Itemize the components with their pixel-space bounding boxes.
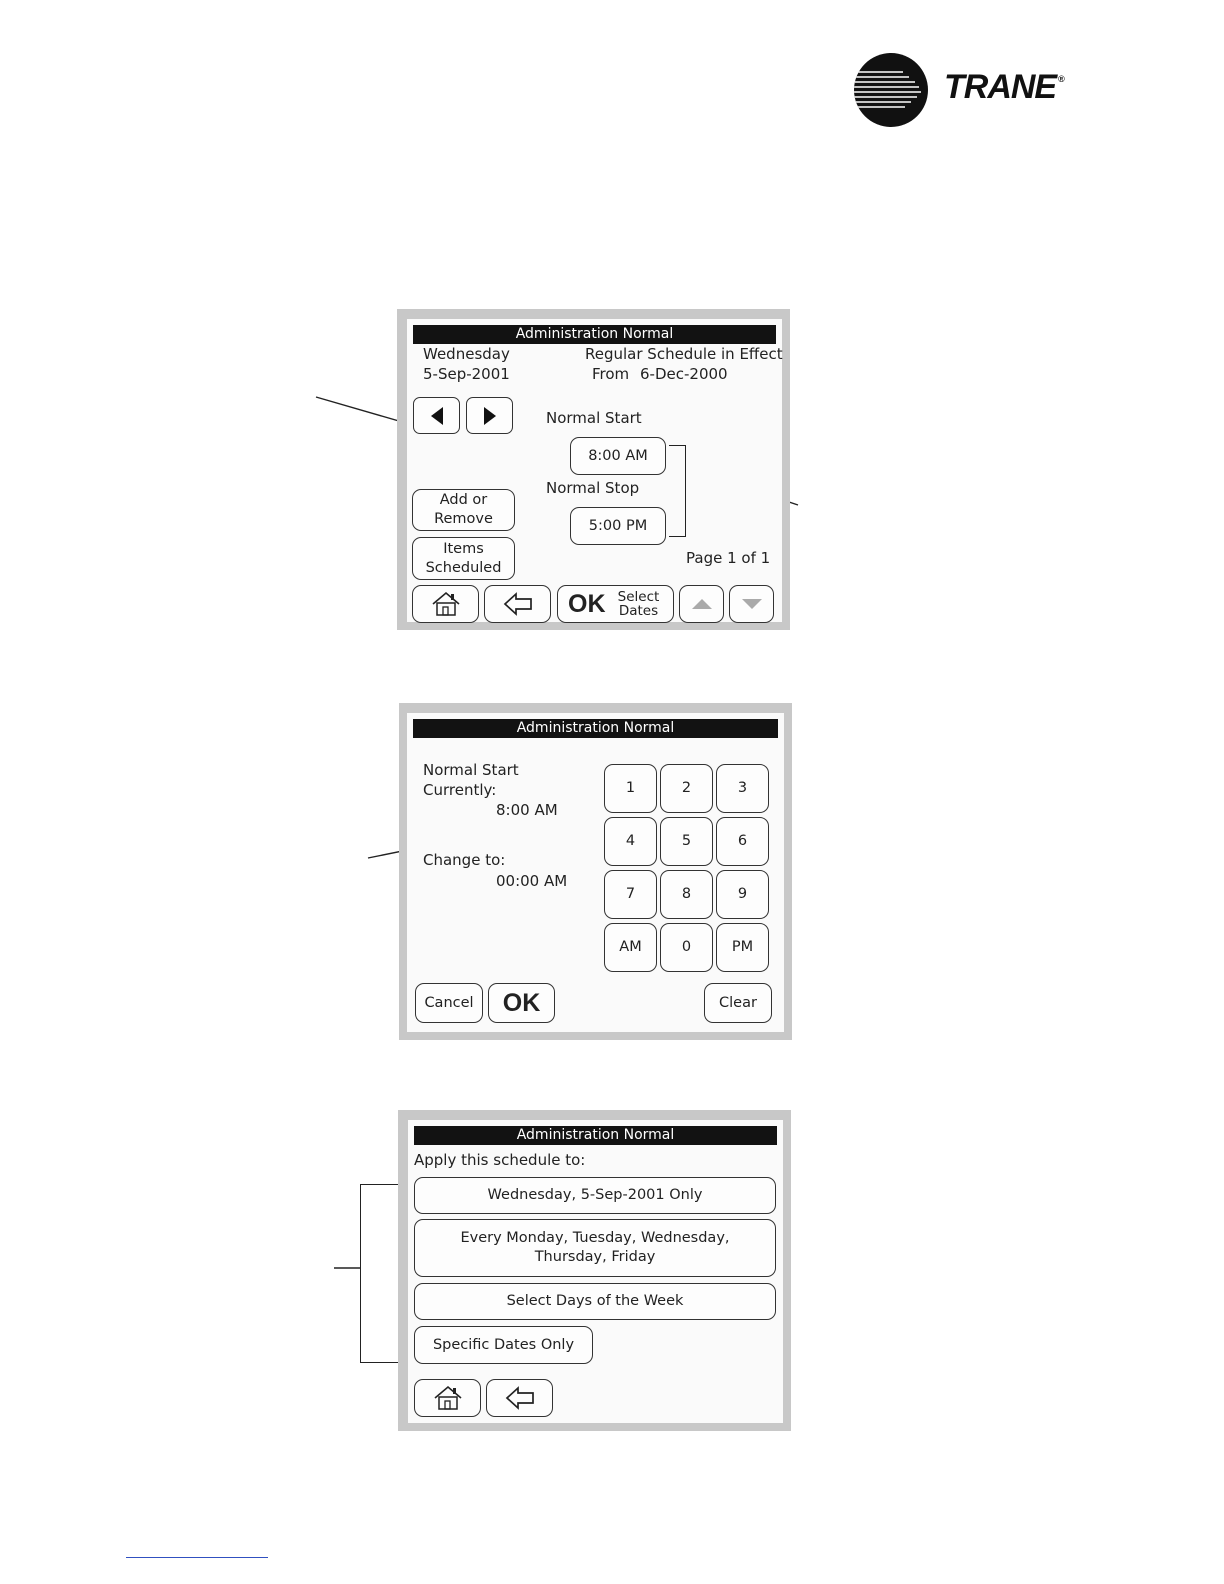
key-3-button[interactable]: 3 <box>716 764 769 813</box>
back-arrow-icon <box>505 1386 535 1410</box>
trane-wordmark: TRANE ® <box>944 68 1064 106</box>
key-5-button[interactable]: 5 <box>660 817 713 866</box>
chevron-down-icon <box>741 598 763 610</box>
key-6-button[interactable]: 6 <box>716 817 769 866</box>
scroll-up-button[interactable] <box>679 585 724 623</box>
back-button[interactable] <box>486 1379 553 1417</box>
key-am-button[interactable]: AM <box>604 923 657 972</box>
ok-button[interactable]: OK <box>488 983 555 1023</box>
current-value: 8:00 AM <box>496 801 558 819</box>
key-2-button[interactable]: 2 <box>660 764 713 813</box>
title-bar: Administration Normal <box>413 719 778 738</box>
option-weekdays[interactable]: Every Monday, Tuesday, Wednesday, Thursday, Friday <box>414 1219 776 1277</box>
field-label: Normal Start <box>423 761 519 779</box>
key-4-button[interactable]: 4 <box>604 817 657 866</box>
key-9-button[interactable]: 9 <box>716 870 769 919</box>
currently-label: Currently: <box>423 781 497 799</box>
option-specific-dates[interactable]: Specific Dates Only <box>414 1326 593 1364</box>
screen-time-entry <box>399 703 792 1040</box>
current-day: Wednesday <box>423 345 510 363</box>
change-to-label: Change to: <box>423 851 506 869</box>
page-indicator: Page 1 of 1 <box>686 549 771 567</box>
key-0-button[interactable]: 0 <box>660 923 713 972</box>
title-bar: Administration Normal <box>414 1126 777 1145</box>
option-select-days[interactable]: Select Days of the Week <box>414 1283 776 1320</box>
cancel-button[interactable]: Cancel <box>415 983 483 1023</box>
screen-apply-schedule <box>398 1110 791 1431</box>
footer-link-rule <box>126 1557 268 1558</box>
back-arrow-icon <box>503 592 533 616</box>
home-button[interactable] <box>412 585 479 623</box>
key-1-button[interactable]: 1 <box>604 764 657 813</box>
next-day-button[interactable] <box>466 397 513 434</box>
key-pm-button[interactable]: PM <box>716 923 769 972</box>
change-to-value: 00:00 AM <box>496 872 568 890</box>
option-this-day-only[interactable]: Wednesday, 5-Sep-2001 Only <box>414 1177 776 1214</box>
options-bracket <box>360 1184 401 1363</box>
home-icon <box>433 1385 463 1411</box>
back-button[interactable] <box>484 585 551 623</box>
chevron-up-icon <box>691 598 713 610</box>
arrow-left-icon <box>430 406 444 426</box>
ok-label: OK <box>568 589 606 618</box>
apply-prompt: Apply this schedule to: <box>414 1151 586 1169</box>
clear-button[interactable]: Clear <box>704 983 772 1023</box>
normal-start-button[interactable]: 8:00 AM <box>570 437 666 475</box>
title-bar: Administration Normal <box>413 325 776 344</box>
home-icon <box>431 591 461 617</box>
screen-schedule-overview <box>397 309 790 630</box>
key-7-button[interactable]: 7 <box>604 870 657 919</box>
start-stop-bracket <box>669 445 686 537</box>
from-date: 6-Dec-2000 <box>640 365 728 383</box>
prev-day-button[interactable] <box>413 397 460 434</box>
from-label: From <box>592 365 630 383</box>
ok-select-dates-button[interactable] <box>557 585 674 623</box>
normal-stop-label: Normal Stop <box>546 479 640 497</box>
schedule-status: Regular Schedule in Effect <box>585 345 783 363</box>
arrow-right-icon <box>483 406 497 426</box>
normal-stop-button[interactable]: 5:00 PM <box>570 507 666 545</box>
select-dates-label: Select Dates <box>617 589 660 619</box>
home-button[interactable] <box>414 1379 481 1417</box>
add-remove-button[interactable]: Add or Remove <box>412 489 515 531</box>
items-scheduled-button[interactable]: Items Scheduled <box>412 537 515 580</box>
scroll-down-button[interactable] <box>729 585 774 623</box>
normal-start-label: Normal Start <box>546 409 642 427</box>
key-8-button[interactable]: 8 <box>660 870 713 919</box>
current-date: 5-Sep-2001 <box>423 365 510 383</box>
